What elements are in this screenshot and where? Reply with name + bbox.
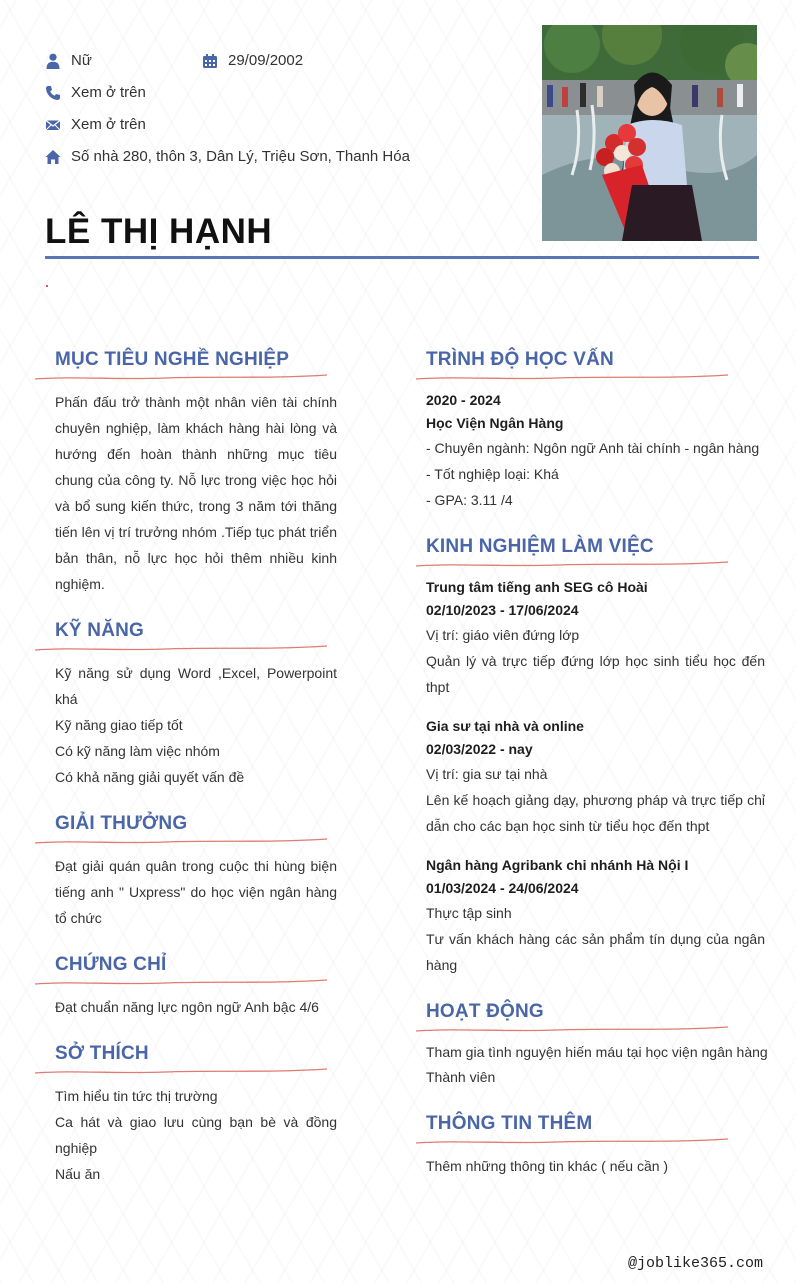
certificates-title: CHỨNG CHỈ: [55, 954, 167, 975]
job-company: Ngân hàng Agribank chi nhánh Hà Nội I: [426, 857, 689, 873]
experience-title: KINH NGHIỆM LÀM VIỆC: [426, 536, 654, 557]
section-divider: [416, 373, 708, 383]
section-divider: [416, 1025, 708, 1035]
address-text: Số nhà 280, thôn 3, Dân Lý, Triệu Sơn, Thanh Hóa: [71, 148, 410, 165]
email-text: Xem ở trên: [71, 116, 146, 133]
decorative-dot: [46, 285, 48, 287]
section-divider: [416, 560, 708, 570]
activity-line: Thành viên: [426, 1069, 496, 1085]
email-row: [45, 116, 146, 133]
person-icon: [45, 53, 61, 69]
section-divider: [416, 1137, 708, 1147]
section-divider: [35, 373, 327, 383]
job-period: 02/03/2022 - nay: [426, 741, 533, 757]
home-icon: [45, 149, 61, 165]
hobbies-title: SỞ THÍCH: [55, 1043, 149, 1064]
job-position: Vị trí: gia sư tại nhà: [426, 766, 548, 782]
more-info-title: THÔNG TIN THÊM: [426, 1113, 593, 1134]
candidate-name: LÊ THỊ HẠNH: [45, 212, 273, 251]
profile-photo: [542, 25, 757, 241]
skill-item: Có kỹ năng làm việc nhóm: [55, 743, 220, 759]
activity-line: Tham gia tình nguyện hiến máu tại học viện ngân hàng: [426, 1044, 768, 1060]
calendar-icon: [202, 53, 218, 69]
activities-title: HOẠT ĐỘNG: [426, 1001, 544, 1022]
watermark: @joblike365.com: [627, 1255, 763, 1272]
gender-row: [45, 52, 92, 69]
certificates-text: Đạt chuẩn năng lực ngôn ngữ Anh bậc 4/6: [55, 999, 319, 1015]
hobby-item: Tìm hiểu tin tức thị trường: [55, 1088, 218, 1104]
education-detail: - GPA: 3.11 /4: [426, 492, 513, 508]
phone-text: Xem ở trên: [71, 84, 146, 101]
job-company: Gia sư tại nhà và online: [426, 718, 584, 734]
job-position: Thực tập sinh: [426, 905, 512, 921]
job-period: 01/03/2024 - 24/06/2024: [426, 880, 579, 896]
gender-text: Nữ: [71, 52, 92, 69]
awards-text: Đạt giải quán quân trong cuộc thi hùng biện tiếng anh " Uxpress" do học viện ngân hàng tổ chức: [55, 858, 337, 926]
job-period: 02/10/2023 - 17/06/2024: [426, 602, 579, 618]
education-title: TRÌNH ĐỘ HỌC VẤN: [426, 349, 614, 370]
envelope-icon: [45, 117, 61, 133]
education-school: Học Viện Ngân Hàng: [426, 415, 564, 431]
job-company: Trung tâm tiếng anh SEG cô Hoài: [426, 579, 648, 595]
skills-title: KỸ NĂNG: [55, 620, 145, 641]
more-info-text: Thêm những thông tin khác ( nếu cần ): [426, 1158, 669, 1174]
phone-row: [45, 84, 146, 101]
job-description: Quản lý và trực tiếp đứng lớp học sinh tiểu học đến thpt: [426, 653, 765, 695]
hobby-item: Ca hát và giao lưu cùng bạn bè và đồng nghiệp: [55, 1114, 337, 1156]
awards-title: GIẢI THƯỞNG: [55, 813, 188, 834]
job-description: Tư vấn khách hàng các sản phẩm tín dụng của ngân hàng: [426, 931, 765, 973]
objective-title: MỤC TIÊU NGHỀ NGHIỆP: [55, 349, 290, 370]
job-position: Vị trí: giáo viên đứng lớp: [426, 627, 580, 643]
objective-text: Phấn đấu trở thành một nhân viên tài chính chuyên nghiệp, làm khách hàng hài lòng và hướng đến hoàn thành những mục tiêu chung của công ty. Nỗ lực trong việc học hỏi và bổ sung kiến thức, trong 3 năm tới thăng tiến lên vị trí trưởng nhóm .Tiếp tục phát triển bản thân, nỗ lực học hỏi thêm nhiều kinh nghiệm.: [55, 394, 337, 592]
phone-icon: [45, 85, 61, 101]
section-divider: [35, 978, 327, 988]
education-period: 2020 - 2024: [426, 392, 501, 408]
name-divider: [45, 256, 759, 259]
section-divider: [35, 837, 327, 847]
hobby-item: Nấu ăn: [55, 1166, 101, 1182]
education-detail: - Tốt nghiệp loại: Khá: [426, 466, 559, 482]
dob-text: 29/09/2002: [228, 52, 304, 69]
section-divider: [35, 644, 327, 654]
section-divider: [35, 1067, 327, 1077]
skill-item: Có khả năng giải quyết vấn đề: [55, 769, 245, 785]
skill-item: Kỹ năng giao tiếp tốt: [55, 717, 183, 733]
dob-row: [202, 52, 303, 69]
education-detail: - Chuyên ngành: Ngôn ngữ Anh tài chính - ngân hàng: [426, 440, 760, 456]
job-description: Lên kế hoạch giảng dạy, phương pháp và trực tiếp chỉ dẫn cho các bạn học sinh từ tiểu học đến thpt: [426, 792, 765, 834]
skill-item: Kỹ năng sử dụng Word ,Excel, Powerpoint khá: [55, 665, 337, 707]
address-row: [45, 148, 410, 165]
